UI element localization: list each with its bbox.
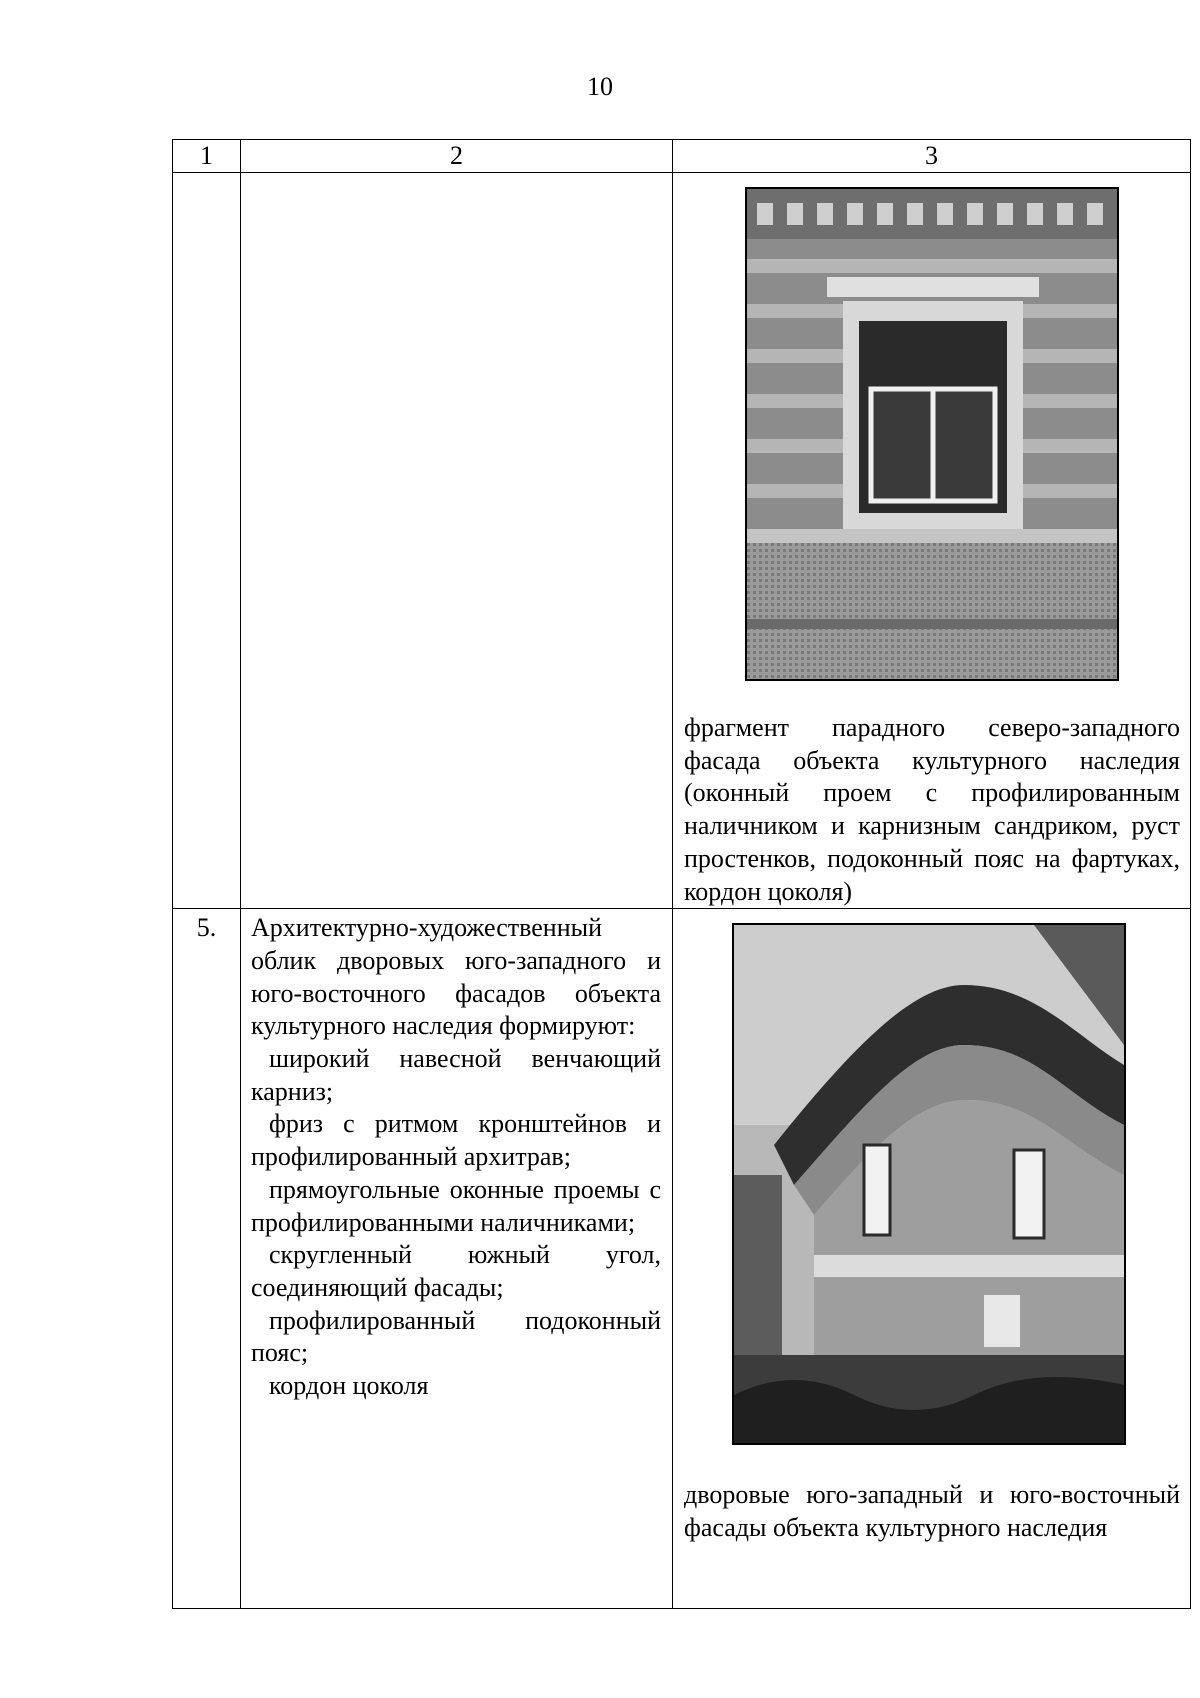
heritage-elements-table <box>172 139 1191 1609</box>
photo-caption: дворовые юго-западный и юго-восточный фасады объекта культурного наследия <box>684 1480 1180 1542</box>
description-item: широкий навесной венчающий карниз; <box>251 1044 661 1106</box>
row-number-cell <box>173 173 241 909</box>
table-row <box>173 173 1191 909</box>
table-row <box>173 909 1191 1609</box>
table-header-row <box>173 140 1191 173</box>
window-facade-photo <box>745 187 1119 681</box>
row-description-cell <box>241 909 673 1609</box>
description-item: скругленный южный угол, соединяющий фасады; <box>251 1240 661 1302</box>
description-item: фриз с ритмом кронштейнов и профилированный архитрав; <box>251 1109 661 1172</box>
photo-caption: фрагмент парадного северо-западного фасада объекта культурного наследия (оконный проем с профилированным наличником и карнизным сандриком, руст простенков, подоконный пояс на фартуках, кордон цоколя) <box>684 713 1180 906</box>
column-header-2: 2 <box>241 140 673 173</box>
description-item: прямоугольные оконные проемы с профилированными наличниками; <box>251 1174 661 1237</box>
row-description-cell <box>241 173 673 909</box>
page-number: 10 <box>587 72 613 101</box>
description-item: профилированный подоконный пояс; <box>251 1305 661 1368</box>
description-intro: Архитектурно-художественный облик дворовых юго-западного и юго-восточного фасадов объекта культурного наследия формируют: <box>251 913 661 1041</box>
row-photo-cell <box>673 173 1191 909</box>
courtyard-facades-photo <box>732 923 1126 1445</box>
row-photo-cell <box>673 909 1191 1609</box>
row-number-cell: 5. <box>173 909 241 1609</box>
column-header-1: 1 <box>173 140 241 173</box>
description-item: кордон цоколя <box>269 1371 429 1401</box>
column-header-3: 3 <box>673 140 1191 173</box>
